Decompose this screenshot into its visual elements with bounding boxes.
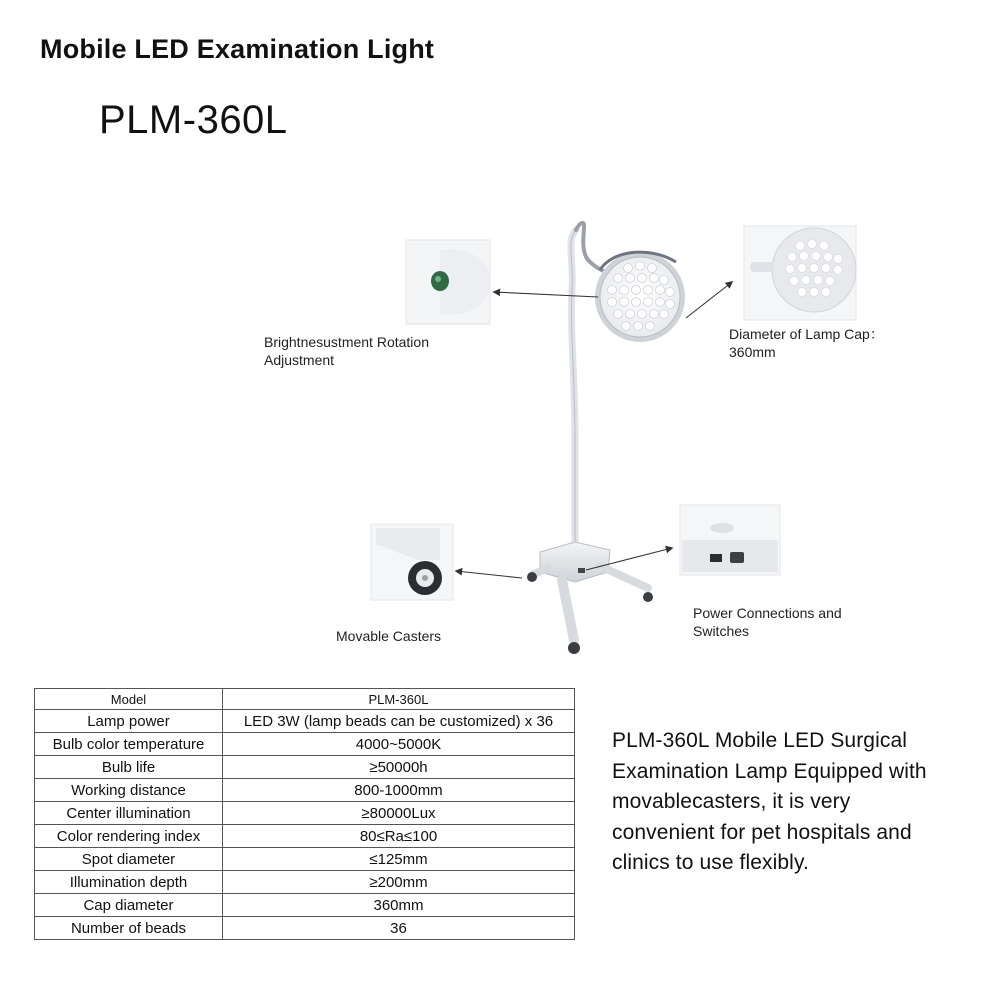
spec-value: ≥50000h (223, 756, 575, 779)
inset-brightness-knob (406, 240, 490, 324)
spec-label: Center illumination (35, 802, 223, 825)
spec-value: 800-1000mm (223, 779, 575, 802)
table-row (35, 894, 575, 917)
table-header-value: PLM-360L (223, 689, 575, 710)
spec-label: Cap diameter (35, 894, 223, 917)
product-description: PLM-360L Mobile LED Surgical Examination Lamp Equipped with movablecasters, it is very convenient for pet hospitals and clinics to use flexibly. (612, 729, 927, 874)
spec-label: Working distance (35, 779, 223, 802)
spec-label: Bulb life (35, 756, 223, 779)
spec-value: 36 (223, 917, 575, 940)
table-row (35, 825, 575, 848)
inset-lamp-cap (744, 226, 856, 320)
table-row (35, 871, 575, 894)
table-row (35, 756, 575, 779)
spec-label: Number of beads (35, 917, 223, 940)
spec-label: Bulb color temperature (35, 733, 223, 756)
spec-value: ≥200mm (223, 871, 575, 894)
spec-table (34, 688, 575, 940)
examination-light-stand (527, 223, 685, 654)
spec-value: ≤125mm (223, 848, 575, 871)
inset-power-panel (680, 505, 780, 575)
spec-value: 80≤Ra≤100 (223, 825, 575, 848)
page-title: Mobile LED Examination Light (40, 34, 435, 64)
spec-value: LED 3W (lamp beads can be customized) x 36 (223, 710, 575, 733)
callout-brightness: Brightnesustment Rotation Adjustment (264, 334, 429, 368)
spec-value: 360mm (223, 894, 575, 917)
callout-casters: Movable Casters (336, 628, 442, 644)
table-row (35, 802, 575, 825)
table-row (35, 917, 575, 940)
spec-label: Lamp power (35, 710, 223, 733)
inset-caster (371, 524, 453, 600)
callout-cap-diameter: Diameter of Lamp Cap： 360mm (729, 326, 884, 360)
table-row (35, 710, 575, 733)
spec-label: Color rendering index (35, 825, 223, 848)
table-header-row (35, 689, 575, 710)
table-row (35, 733, 575, 756)
spec-value: ≥80000Lux (223, 802, 575, 825)
spec-label: Illumination depth (35, 871, 223, 894)
model-code: PLM-360L (99, 98, 288, 142)
table-header-label: Model (35, 689, 223, 710)
table-row (35, 779, 575, 802)
table-row (35, 848, 575, 871)
spec-value: 4000~5000K (223, 733, 575, 756)
callout-power: Power Connections and Switches (693, 605, 842, 639)
spec-label: Spot diameter (35, 848, 223, 871)
